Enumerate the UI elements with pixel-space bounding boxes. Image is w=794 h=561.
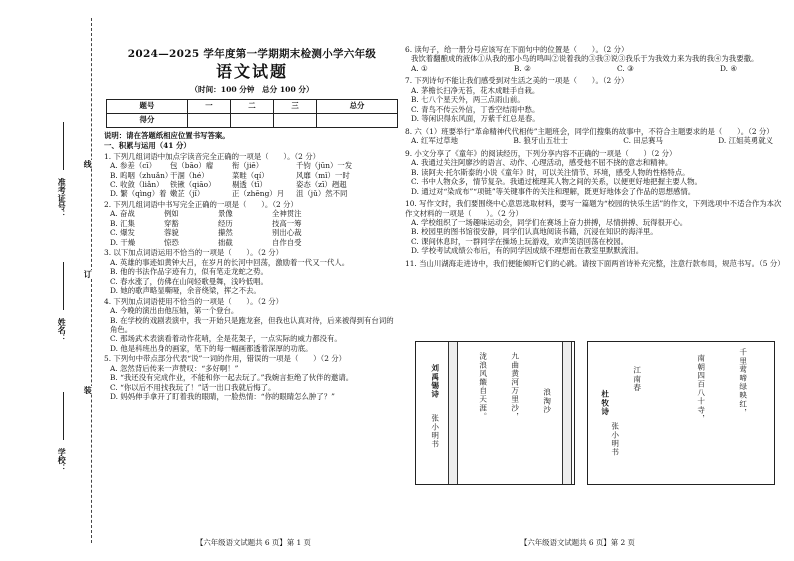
option: C. 田忌赛马 <box>623 136 663 146</box>
option: 嫩芷（jǐ） <box>170 189 205 199</box>
name-label: 姓名： <box>57 318 68 342</box>
exam-title: 2024—2025 学年度第一学期期末检测小学六年级 <box>127 48 377 60</box>
option: B. 校园里的图书馆很安静，同学们认真地阅读书籍，沉浸在知识的海洋里。 <box>411 227 658 237</box>
score-header: 三 <box>274 99 317 113</box>
exam-subject: 语文试题 <box>215 62 288 82</box>
question-6: 6. 读句子，给一册分号应该写在下面句中的位置是（ ）。（2 分） <box>405 45 629 54</box>
option: A. 忽然背后传来一声赞叹：“多好啊！” <box>110 363 239 373</box>
option: D. 干燥 <box>110 237 136 247</box>
option: 穿豁 <box>164 218 179 228</box>
option: 经历 <box>218 218 233 228</box>
option: 风靡（mǐ）一时 <box>296 170 350 180</box>
question-5: 5. 下列句中带点部分代表“说”一词的作用，错误的一项是（ ）（2 分） <box>104 354 347 364</box>
question-4: 4. 下列加点词语使用不恰当的一项是（ ）。（2 分） <box>104 296 284 306</box>
option: 例如 <box>164 209 179 219</box>
score-cell[interactable] <box>317 113 398 127</box>
poem-line: 千里莺啼绿映红， <box>738 348 748 417</box>
option: B. 呜咽（zhuǎn） <box>110 170 173 180</box>
instructions: 说明：请在答题纸相应位置书写答案。 <box>104 130 230 140</box>
question-6-sentence: 我饮着翻酿成的液体①从我的那小鸟的鸣叫②说着我的③我③说③我乐于为我效力来为我的我④为我要撒。 <box>411 54 759 64</box>
binding-mark-zhuang: 装 <box>83 386 94 394</box>
option: D. 她的歌声略显嘶哑，余音绕梁，挥之不去。 <box>110 286 261 296</box>
school-field <box>63 392 64 440</box>
question-8-options <box>405 136 783 145</box>
option: C. “你以后不用找我玩了！”话一出口我就后悔了。 <box>110 382 276 392</box>
binding-mark-xian: 线 <box>83 160 94 168</box>
calligrapher: 张小明书 <box>430 414 440 449</box>
school-label: 学校： <box>57 448 68 472</box>
option: 景像 <box>218 209 233 219</box>
option: 自作自受 <box>272 237 302 247</box>
option: 拙截 <box>218 237 233 247</box>
option: A. ① <box>411 63 428 73</box>
option: B. ② <box>513 63 531 73</box>
binding-margin <box>0 0 100 561</box>
score-row-label: 得分 <box>107 113 188 127</box>
page-2-footer: 【六年级语文试题共 6 页】第 2 页 <box>520 538 635 547</box>
option: B. 在学校的戏剧表演中，我一开始只是跑龙套，但我也认真对待，后来被得到有台词的角色。 <box>110 315 394 334</box>
option: A. 红军过草地 <box>411 136 458 146</box>
option: 姿态（zī）趔趄 <box>296 179 347 189</box>
option: D. 等闲识得东风面，万紫千红总是春。 <box>411 114 540 124</box>
option: 包（bāo）瘤 <box>170 161 214 171</box>
option: D. ④ <box>720 63 737 73</box>
option: 正（zhēng）月 <box>232 189 285 199</box>
question-2: 2. 下列几组词语中书写完全正确的一项是（ ）。（2 分） <box>104 199 298 209</box>
question-10: 10. 写作文时，我们要围绕中心意思选取材料，要写一篇题为“校园的快乐生活”的作文，下列选项中不适合作为本次作文材料的一项是（ ）。（2 分） <box>405 199 782 218</box>
name-field <box>63 262 64 310</box>
question-6-options <box>405 64 783 73</box>
question-7: 7. 下列诗句不能让我们感受到对生活之美的一项是（ ）。（2 分） <box>405 76 629 86</box>
option: C. 收敛（liǎn） <box>110 179 164 189</box>
question-3: 3. 以下加点词语运用不恰当的一项是（ ）。（2 分） <box>104 248 284 258</box>
card-border-band <box>448 342 458 484</box>
option: A. 茅檐长扫净无苔，花木成畦手自栽。 <box>411 85 540 95</box>
binding-cut-line <box>91 18 92 543</box>
score-cell[interactable] <box>230 113 273 127</box>
question-9: 9. 小文分享了《童年》的阅读经历，下列分享内容不正确的一项是（ ）（2 分） <box>405 148 677 158</box>
poem-title: 江南春 <box>632 366 642 392</box>
option: C. 青鸟不传云外信，丁香空结雨中愁。 <box>411 104 540 114</box>
option: D. 学校考试成绩公布后，有的同学因成绩不理想而在教室里默默流泪。 <box>411 246 644 256</box>
option: A. 参差（cī） <box>110 161 157 171</box>
option: D. 妈妈伸手拿开了盯着我的眼睛，一脸热情：“你的眼睛怎么肿了？” <box>110 392 335 402</box>
option: 干涸（hé） <box>170 170 209 180</box>
question-2-options <box>104 209 400 247</box>
score-header: 题号 <box>107 99 188 113</box>
option: 别出心裁 <box>272 228 302 238</box>
question-1: 1. 下列几组词语中加点字读音完全正确的一项是（ ）。（2 分） <box>104 151 320 161</box>
exam-time: （时间：100 分钟 总分 100 分） <box>190 84 314 94</box>
page-1-footer: 【六年级语文试题共 6 页】第 1 页 <box>196 538 311 547</box>
option: 沮（jǔ）然不同 <box>296 189 348 199</box>
exam-number-label: 准考证号： <box>57 178 68 218</box>
option: C. 春水涨了，仿佛在山间轻歌曼舞，浅吟低唱。 <box>110 276 268 286</box>
option: C. 爆发 <box>110 228 135 238</box>
option: 衔（jiē） <box>232 161 264 171</box>
option: A. 奋战 <box>110 209 135 219</box>
poem-author: 刘禹锡诗 <box>430 364 440 399</box>
score-cell[interactable] <box>187 113 230 127</box>
option: D. 江姐英勇就义 <box>718 136 773 146</box>
option: 菜畦（qí） <box>232 170 269 180</box>
poem-line: 泷浪风簸自天涯。 <box>478 352 488 421</box>
section-heading: 一、积累与运用（41 分） <box>104 141 191 151</box>
option: B. “我还没有完成作业，不能和你一起去玩了。”我婉言拒绝了伙伴的邀请。 <box>110 373 354 383</box>
exam-number-field <box>63 122 64 170</box>
option: 技高一筹 <box>272 218 302 228</box>
page-2 <box>405 44 783 559</box>
option: 攥然 <box>218 228 233 238</box>
option: D. 通过对“染成布”“项链”等关键事件的关注和理解，既更好地体会了作品的思想感情。 <box>411 186 696 196</box>
option: A. 英雄的事迹如黄钟大吕，在岁月的长河中回荡，激励着一代又一代人。 <box>110 257 350 267</box>
option: B. 七八个星天外，两三点雨山前。 <box>411 95 525 105</box>
option: 铁锹（qiāo） <box>170 179 216 189</box>
option: B. 他的书法作品字迹有力，似有笔走龙蛇之势。 <box>110 267 268 277</box>
calligrapher: 张小明书 <box>610 422 620 457</box>
score-cell[interactable] <box>274 113 317 127</box>
option: 蓉貌 <box>164 228 179 238</box>
poem-author: 杜牧诗 <box>600 390 610 416</box>
option: 千钧（jūn）一发 <box>296 161 353 171</box>
option: C. 书中人物众多，情节复杂。我通过梳理其人物之间的关系，以便更好地把握主要人物。 <box>411 177 702 187</box>
poem-cards <box>415 341 770 485</box>
option: 剔透（tī） <box>232 179 267 189</box>
option: A. 我通过关注阿廖沙的语言、动作、心理活动，感受他不屈不挠的意志和精神。 <box>411 158 673 168</box>
card-border-band <box>562 342 572 484</box>
option: B. 读阿夫·托尔斯泰的小说《童年》时，可以关注情节、环境，感受人物的性格特点。 <box>411 167 690 177</box>
option: B. 汇集 <box>110 218 135 228</box>
option: D. 他是科班出身的画家，笔下的每一幅画都透着深厚的功底。 <box>110 343 313 353</box>
poem-line: 南朝四百八十寺， <box>696 354 706 423</box>
option: D. 繁（qìng）着 <box>110 189 167 199</box>
score-table <box>106 99 398 128</box>
option: C. 那场武术表演看着动作花哨，全是花架子，一点实际的威力都没有。 <box>110 334 342 344</box>
score-header: 总分 <box>317 99 398 113</box>
page-1 <box>104 28 400 553</box>
option: A. 学校组织了一场趣味运动会，同学们在赛场上奋力拼搏，尽情拼搏、玩得很开心。 <box>411 217 688 227</box>
score-header: 二 <box>230 99 273 113</box>
binding-mark-ding: 订 <box>83 270 94 278</box>
option: A. 今晚的演出由他压轴，第一个登台。 <box>110 306 239 316</box>
poem-title: 浪淘沙 <box>542 388 552 414</box>
question-11: 11. 当山川湖海走进诗中，我们便能倾听它们的心跳。请按下面两首诗补充完整，注意行款布局，规范书写。（5 分） <box>405 258 785 268</box>
option: C. 课间休息时，一群同学在操场上玩游戏，欢声笑语回荡在校园。 <box>411 236 629 246</box>
poem-card-langtaosha <box>415 341 575 485</box>
poem-line: 九曲黄河万里沙， <box>510 352 520 421</box>
poem-card-jiangnanchun <box>587 341 775 485</box>
option: B. 狼牙山五壮士 <box>513 136 568 146</box>
option: 全神贯注 <box>272 209 302 219</box>
option: 惊恐 <box>164 237 179 247</box>
question-8: 8. 六（1）班要举行“革命精神代代相传”主题班会，同学们搜集的故事中，不符合主题要求的是（ ）。（2 分） <box>405 126 774 136</box>
question-1-options <box>104 161 400 199</box>
option: C. ③ <box>617 63 634 73</box>
score-header: 一 <box>187 99 230 113</box>
